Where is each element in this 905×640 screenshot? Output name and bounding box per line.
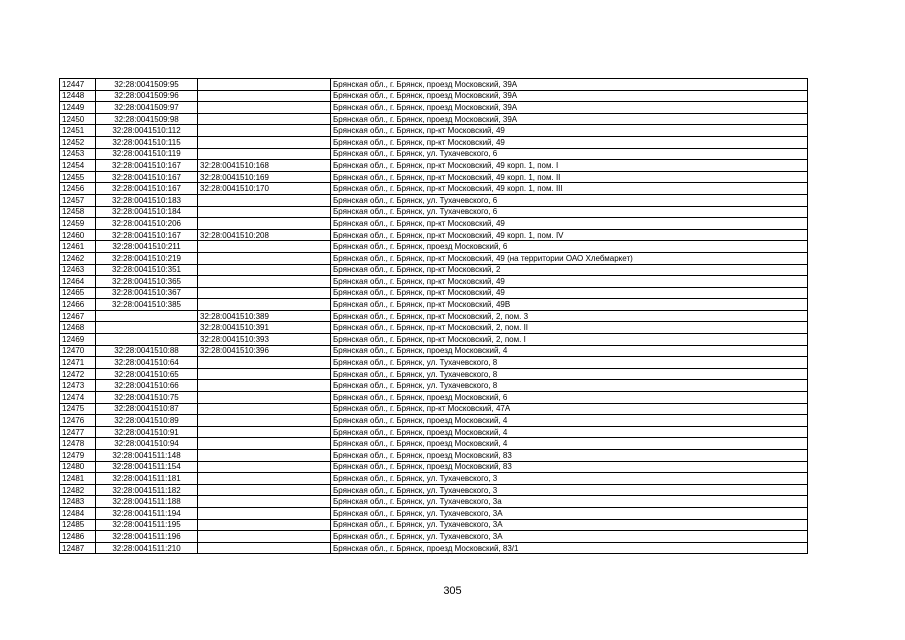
premises-number-cell xyxy=(198,276,331,288)
cadastral-number-cell: 32:28:0041511:195 xyxy=(96,519,198,531)
premises-number-cell xyxy=(198,403,331,415)
table-row xyxy=(60,334,808,346)
table-row xyxy=(60,542,808,554)
cadastral-number-cell: 32:28:0041509:98 xyxy=(96,113,198,125)
premises-number-cell xyxy=(198,241,331,253)
cadastral-number-cell: 32:28:0041511:196 xyxy=(96,531,198,543)
address-cell: Брянская обл., г. Брянск, проезд Московский, 39А xyxy=(331,113,808,125)
cadastral-number-cell: 32:28:0041510:89 xyxy=(96,415,198,427)
premises-number-cell xyxy=(198,125,331,137)
address-cell: Брянская обл., г. Брянск, ул. Тухачевского, 3 xyxy=(331,473,808,485)
row-number-cell: 12465 xyxy=(60,287,96,299)
table-row xyxy=(60,252,808,264)
table-row xyxy=(60,148,808,160)
premises-number-cell xyxy=(198,473,331,485)
cadastral-number-cell: 32:28:0041511:194 xyxy=(96,507,198,519)
premises-number-cell xyxy=(198,542,331,554)
address-cell: Брянская обл., г. Брянск, проезд Московский, 4 xyxy=(331,438,808,450)
table-row xyxy=(60,229,808,241)
premises-number-cell xyxy=(198,415,331,427)
premises-number-cell xyxy=(198,380,331,392)
row-number-cell: 12479 xyxy=(60,450,96,462)
cadastral-number-cell: 32:28:0041511:188 xyxy=(96,496,198,508)
address-cell: Брянская обл., г. Брянск, ул. Тухачевского, 3а xyxy=(331,496,808,508)
cadastral-number-cell: 32:28:0041510:65 xyxy=(96,368,198,380)
premises-number-cell xyxy=(198,252,331,264)
row-number-cell: 12450 xyxy=(60,113,96,125)
cadastral-number-cell: 32:28:0041510:94 xyxy=(96,438,198,450)
address-cell: Брянская обл., г. Брянск, ул. Тухачевского, 6 xyxy=(331,148,808,160)
table-row xyxy=(60,531,808,543)
address-cell: Брянская обл., г. Брянск, пр-кт Московский, 2, пом. II xyxy=(331,322,808,334)
table-row xyxy=(60,160,808,172)
premises-number-cell xyxy=(198,264,331,276)
address-cell: Брянская обл., г. Брянск, пр-кт Московский, 49 корп. 1, пом. I xyxy=(331,160,808,172)
row-number-cell: 12476 xyxy=(60,415,96,427)
row-number-cell: 12461 xyxy=(60,241,96,253)
row-number-cell: 12474 xyxy=(60,392,96,404)
address-cell: Брянская обл., г. Брянск, проезд Московский, 4 xyxy=(331,426,808,438)
table-row xyxy=(60,183,808,195)
cadastral-number-cell: 32:28:0041511:154 xyxy=(96,461,198,473)
address-cell: Брянская обл., г. Брянск, пр-кт Московский, 49 корп. 1, пом. II xyxy=(331,171,808,183)
address-cell: Брянская обл., г. Брянск, проезд Московский, 4 xyxy=(331,345,808,357)
table-row xyxy=(60,102,808,114)
premises-number-cell xyxy=(198,496,331,508)
table-row xyxy=(60,345,808,357)
premises-number-cell xyxy=(198,426,331,438)
row-number-cell: 12478 xyxy=(60,438,96,450)
table-row xyxy=(60,507,808,519)
table-row xyxy=(60,125,808,137)
cadastral-number-cell: 32:28:0041510:385 xyxy=(96,299,198,311)
table-row xyxy=(60,218,808,230)
table-row xyxy=(60,299,808,311)
row-number-cell: 12486 xyxy=(60,531,96,543)
table-row xyxy=(60,403,808,415)
premises-number-cell: 32:28:0041510:168 xyxy=(198,160,331,172)
table-row xyxy=(60,368,808,380)
address-cell: Брянская обл., г. Брянск, ул. Тухачевского, 6 xyxy=(331,194,808,206)
row-number-cell: 12481 xyxy=(60,473,96,485)
table-row xyxy=(60,392,808,404)
table-row xyxy=(60,206,808,218)
table-row xyxy=(60,473,808,485)
cadastral-number-cell: 32:28:0041510:75 xyxy=(96,392,198,404)
address-cell: Брянская обл., г. Брянск, проезд Московский, 39А xyxy=(331,90,808,102)
table-body xyxy=(60,79,808,554)
cadastral-number-cell: 32:28:0041510:64 xyxy=(96,357,198,369)
premises-number-cell xyxy=(198,206,331,218)
address-cell: Брянская обл., г. Брянск, пр-кт Московский, 49 корп. 1, пом. IV xyxy=(331,229,808,241)
premises-number-cell: 32:28:0041510:391 xyxy=(198,322,331,334)
table-row xyxy=(60,241,808,253)
table-row xyxy=(60,484,808,496)
cadastral-number-cell: 32:28:0041510:167 xyxy=(96,160,198,172)
premises-number-cell: 32:28:0041510:208 xyxy=(198,229,331,241)
table-row xyxy=(60,310,808,322)
cadastral-number-cell: 32:28:0041510:88 xyxy=(96,345,198,357)
address-cell: Брянская обл., г. Брянск, пр-кт Московский, 49 xyxy=(331,287,808,299)
cadastral-number-cell: 32:28:0041510:119 xyxy=(96,148,198,160)
cadastral-number-cell: 32:28:0041511:148 xyxy=(96,450,198,462)
cadastral-number-cell: 32:28:0041511:210 xyxy=(96,542,198,554)
row-number-cell: 12470 xyxy=(60,345,96,357)
row-number-cell: 12457 xyxy=(60,194,96,206)
address-cell: Брянская обл., г. Брянск, проезд Московский, 83 xyxy=(331,450,808,462)
address-cell: Брянская обл., г. Брянск, проезд Московский, 83/1 xyxy=(331,542,808,554)
cadastral-number-cell: 32:28:0041510:167 xyxy=(96,171,198,183)
cadastral-number-cell: 32:28:0041510:112 xyxy=(96,125,198,137)
row-number-cell: 12447 xyxy=(60,79,96,91)
row-number-cell: 12475 xyxy=(60,403,96,415)
row-number-cell: 12448 xyxy=(60,90,96,102)
table-row xyxy=(60,79,808,91)
row-number-cell: 12466 xyxy=(60,299,96,311)
row-number-cell: 12453 xyxy=(60,148,96,160)
table-row xyxy=(60,357,808,369)
address-cell: Брянская обл., г. Брянск, пр-кт Московский, 49 xyxy=(331,125,808,137)
address-cell: Брянская обл., г. Брянск, ул. Тухачевского, 3 xyxy=(331,484,808,496)
row-number-cell: 12482 xyxy=(60,484,96,496)
premises-number-cell xyxy=(198,90,331,102)
premises-number-cell xyxy=(198,136,331,148)
row-number-cell: 12460 xyxy=(60,229,96,241)
cadastral-number-cell: 32:28:0041509:97 xyxy=(96,102,198,114)
cadastral-number-cell: 32:28:0041509:96 xyxy=(96,90,198,102)
address-cell: Брянская обл., г. Брянск, пр-кт Московский, 2 xyxy=(331,264,808,276)
row-number-cell: 12485 xyxy=(60,519,96,531)
cadastral-number-cell: 32:28:0041511:181 xyxy=(96,473,198,485)
address-cell: Брянская обл., г. Брянск, проезд Московский, 39А xyxy=(331,79,808,91)
table-row xyxy=(60,113,808,125)
address-cell: Брянская обл., г. Брянск, проезд Московский, 39А xyxy=(331,102,808,114)
premises-number-cell xyxy=(198,148,331,160)
row-number-cell: 12472 xyxy=(60,368,96,380)
row-number-cell: 12463 xyxy=(60,264,96,276)
address-cell: Брянская обл., г. Брянск, пр-кт Московский, 49В xyxy=(331,299,808,311)
premises-number-cell: 32:28:0041510:393 xyxy=(198,334,331,346)
premises-number-cell xyxy=(198,438,331,450)
cadastral-number-cell: 32:28:0041510:367 xyxy=(96,287,198,299)
table-row xyxy=(60,194,808,206)
address-cell: Брянская обл., г. Брянск, пр-кт Московский, 49 xyxy=(331,276,808,288)
address-cell: Брянская обл., г. Брянск, пр-кт Московский, 2, пом. I xyxy=(331,334,808,346)
premises-number-cell xyxy=(198,113,331,125)
row-number-cell: 12483 xyxy=(60,496,96,508)
address-cell: Брянская обл., г. Брянск, проезд Московский, 4 xyxy=(331,415,808,427)
address-cell: Брянская обл., г. Брянск, пр-кт Московский, 49 xyxy=(331,218,808,230)
row-number-cell: 12464 xyxy=(60,276,96,288)
row-number-cell: 12452 xyxy=(60,136,96,148)
table-row xyxy=(60,276,808,288)
row-number-cell: 12451 xyxy=(60,125,96,137)
address-cell: Брянская обл., г. Брянск, ул. Тухачевского, 8 xyxy=(331,368,808,380)
cadastral-table xyxy=(59,78,808,554)
premises-number-cell xyxy=(198,194,331,206)
row-number-cell: 12449 xyxy=(60,102,96,114)
table-row xyxy=(60,519,808,531)
cadastral-number-cell: 32:28:0041510:167 xyxy=(96,229,198,241)
table-row xyxy=(60,426,808,438)
address-cell: Брянская обл., г. Брянск, проезд Московский, 6 xyxy=(331,392,808,404)
cadastral-number-cell: 32:28:0041510:206 xyxy=(96,218,198,230)
address-cell: Брянская обл., г. Брянск, ул. Тухачевского, 3А xyxy=(331,519,808,531)
row-number-cell: 12454 xyxy=(60,160,96,172)
premises-number-cell xyxy=(198,299,331,311)
address-cell: Брянская обл., г. Брянск, пр-кт Московский, 2, пом. 3 xyxy=(331,310,808,322)
address-cell: Брянская обл., г. Брянск, проезд Московский, 83 xyxy=(331,461,808,473)
row-number-cell: 12473 xyxy=(60,380,96,392)
premises-number-cell: 32:28:0041510:389 xyxy=(198,310,331,322)
cadastral-number-cell xyxy=(96,322,198,334)
table-row xyxy=(60,136,808,148)
table-row xyxy=(60,461,808,473)
table-row xyxy=(60,496,808,508)
row-number-cell: 12469 xyxy=(60,334,96,346)
premises-number-cell xyxy=(198,531,331,543)
cadastral-number-cell: 32:28:0041510:184 xyxy=(96,206,198,218)
cadastral-number-cell: 32:28:0041510:365 xyxy=(96,276,198,288)
table-row xyxy=(60,380,808,392)
row-number-cell: 12468 xyxy=(60,322,96,334)
page-number: 305 xyxy=(443,585,462,597)
row-number-cell: 12484 xyxy=(60,507,96,519)
table-row xyxy=(60,171,808,183)
row-number-cell: 12467 xyxy=(60,310,96,322)
cadastral-number-cell: 32:28:0041510:351 xyxy=(96,264,198,276)
row-number-cell: 12455 xyxy=(60,171,96,183)
address-cell: Брянская обл., г. Брянск, ул. Тухачевского, 8 xyxy=(331,380,808,392)
row-number-cell: 12458 xyxy=(60,206,96,218)
row-number-cell: 12487 xyxy=(60,542,96,554)
address-cell: Брянская обл., г. Брянск, ул. Тухачевского, 3А xyxy=(331,531,808,543)
row-number-cell: 12459 xyxy=(60,218,96,230)
address-cell: Брянская обл., г. Брянск, ул. Тухачевского, 3А xyxy=(331,507,808,519)
premises-number-cell xyxy=(198,368,331,380)
premises-number-cell xyxy=(198,218,331,230)
cadastral-number-cell: 32:28:0041510:115 xyxy=(96,136,198,148)
address-cell: Брянская обл., г. Брянск, пр-кт Московский, 49 xyxy=(331,136,808,148)
cadastral-number-cell: 32:28:0041510:91 xyxy=(96,426,198,438)
cadastral-number-cell: 32:28:0041510:211 xyxy=(96,241,198,253)
address-cell: Брянская обл., г. Брянск, ул. Тухачевского, 6 xyxy=(331,206,808,218)
address-cell: Брянская обл., г. Брянск, пр-кт Московский, 47А xyxy=(331,403,808,415)
cadastral-number-cell: 32:28:0041509:95 xyxy=(96,79,198,91)
address-cell: Брянская обл., г. Брянск, пр-кт Московский, 49 (на территории ОАО Хлебмаркет) xyxy=(331,252,808,264)
premises-number-cell: 32:28:0041510:396 xyxy=(198,345,331,357)
row-number-cell: 12456 xyxy=(60,183,96,195)
premises-number-cell: 32:28:0041510:169 xyxy=(198,171,331,183)
table-row xyxy=(60,438,808,450)
cadastral-number-cell: 32:28:0041510:167 xyxy=(96,183,198,195)
row-number-cell: 12462 xyxy=(60,252,96,264)
cadastral-number-cell xyxy=(96,334,198,346)
address-cell: Брянская обл., г. Брянск, пр-кт Московский, 49 корп. 1, пом. III xyxy=(331,183,808,195)
cadastral-number-cell: 32:28:0041511:182 xyxy=(96,484,198,496)
cadastral-number-cell: 32:28:0041510:219 xyxy=(96,252,198,264)
premises-number-cell xyxy=(198,484,331,496)
table-row xyxy=(60,322,808,334)
cadastral-number-cell: 32:28:0041510:183 xyxy=(96,194,198,206)
premises-number-cell xyxy=(198,461,331,473)
cadastral-number-cell xyxy=(96,310,198,322)
address-cell: Брянская обл., г. Брянск, проезд Московский, 6 xyxy=(331,241,808,253)
table-row xyxy=(60,450,808,462)
table-row xyxy=(60,264,808,276)
premises-number-cell xyxy=(198,392,331,404)
premises-number-cell xyxy=(198,102,331,114)
premises-number-cell xyxy=(198,287,331,299)
address-cell: Брянская обл., г. Брянск, ул. Тухачевского, 8 xyxy=(331,357,808,369)
premises-number-cell xyxy=(198,79,331,91)
premises-number-cell: 32:28:0041510:170 xyxy=(198,183,331,195)
premises-number-cell xyxy=(198,450,331,462)
premises-number-cell xyxy=(198,357,331,369)
row-number-cell: 12471 xyxy=(60,357,96,369)
table-row xyxy=(60,90,808,102)
row-number-cell: 12477 xyxy=(60,426,96,438)
table-row xyxy=(60,415,808,427)
cadastral-number-cell: 32:28:0041510:87 xyxy=(96,403,198,415)
table-row xyxy=(60,287,808,299)
row-number-cell: 12480 xyxy=(60,461,96,473)
premises-number-cell xyxy=(198,507,331,519)
premises-number-cell xyxy=(198,519,331,531)
cadastral-number-cell: 32:28:0041510:66 xyxy=(96,380,198,392)
